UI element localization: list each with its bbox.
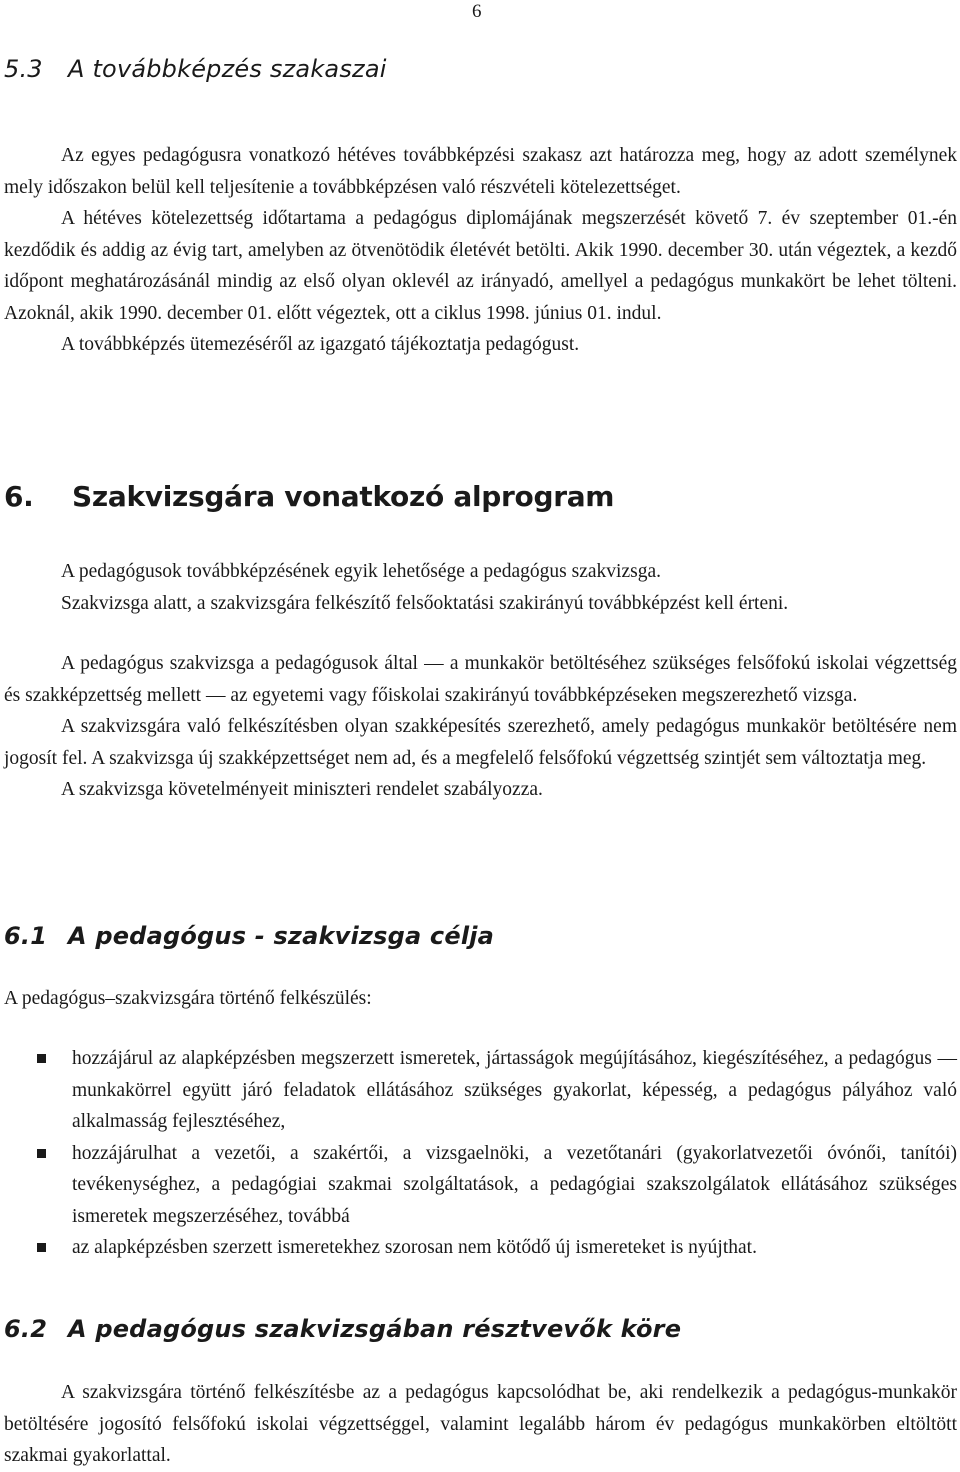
section-6-2-body [4, 1377, 957, 1472]
section-title: A továbbképzés szakaszai [68, 55, 387, 83]
page-number: 6 [472, 1, 482, 22]
section-5-3-body [4, 140, 957, 361]
paragraph: A pedagógus–szakvizsgára történő felkészülés: [4, 988, 372, 1009]
paragraph: A pedagógusok továbbképzésének egyik lehetősége a pedagógus szakvizsga. [61, 561, 661, 582]
section-6-body [4, 648, 957, 806]
chapter-number: 6. [4, 480, 34, 513]
paragraph: A szakvizsgára történő felkészítésbe az a pedagógus kapcsolódhat be, aki rendelkezik a pedagógus-munkakör betöltésére jogosító felsőfokú iskolai végzettséggel, valamint legalább három év pedagógus munkakörben eltöltött szakmai gyakorlattal. [4, 1382, 957, 1466]
paragraph: A szakvizsga követelményeit miniszteri rendelet szabályozza. [61, 779, 543, 800]
paragraph: Az egyes pedagógusra vonatkozó hétéves továbbképzési szakasz azt határozza meg, hogy az adott személynek mely időszakon belül kell teljesítenie a továbbképzésen való részvételi kötelezettséget. [4, 145, 957, 198]
paragraph: A szakvizsgára való felkészítésben olyan szakképesítés szerezhető, amely pedagógus munkakör betöltésére nem jogosít fel. A szakvizsga új szakképzettséget nem ad, és a megfelelő felsőfokú végzettség szintjét sem változtatja meg. [4, 716, 957, 769]
list-item [4, 1232, 957, 1264]
square-bullet-icon [37, 1243, 46, 1252]
list-item-text: az alapképzésben szerzett ismeretekhez szorosan nem kötődő új ismereteket is nyújthat. [72, 1237, 757, 1258]
section-number: 6.1 [4, 922, 48, 950]
section-heading-6-2 [4, 1315, 681, 1343]
list-item-text: hozzájárulhat a vezetői, a szakértői, a vizsgaelnöki, a vezetőtanári (gyakorlatvezetői óvónői, tanítói) tevékenységhez, a pedagógiai szakmai szolgáltatások, a pedagógiai szakszolgálatok ellátásához szükséges ismeretek megszerzéséhez, továbbá [72, 1142, 957, 1227]
section-heading-5-3 [4, 55, 387, 83]
list-item-text: hozzájárul az alapképzésben megszerzett ismeretek, jártasságok megújításához, kiegészítéséhez, a pedagógus — munkakörrel együtt járó feladatok ellátásához szükséges gyakorlat, képesség, a pedagógus pályához való alkalmasság fejlesztéséhez, [72, 1048, 957, 1132]
list-item [4, 1043, 957, 1138]
section-title: A pedagógus szakvizsgában résztvevők köre [68, 1315, 682, 1343]
section-title: A pedagógus - szakvizsga célja [68, 922, 495, 950]
paragraph: Szakvizsga alatt, a szakvizsgára felkészítő felsőoktatási szakirányú továbbképzést kell érteni. [61, 592, 789, 614]
chapter-title: Szakvizsgára vonatkozó alprogram [72, 480, 615, 513]
section-number: 6.2 [4, 1315, 48, 1343]
paragraph: A továbbképzés ütemezéséről az igazgató tájékoztatja pedagógust. [61, 334, 580, 355]
chapter-heading-6 [4, 480, 614, 513]
paragraph: A pedagógus szakvizsga a pedagógusok által — a munkakör betöltéséhez szükséges felsőfokú iskolai végzettség és szakképzettség mellett — az egyetemi vagy főiskolai szakirányú továbbképzéseken megszerezhető vizsga. [4, 653, 957, 706]
paragraph: A hétéves kötelezettség időtartama a pedagógus diplomájának megszerzését követő 7. év szeptember 01.-én kezdődik és addig az évig tart, amelyben az ötvenötödik életévét betölti. Akik 1990. december 30. után végeztek, a kezdő időpont meghatározásánál mindig az első olyan oklevél az irányadó, amellyel a pedagógus munkakört be lehet tölteni. Azoknál, akik 1990. december 01. előtt végeztek, ott a ciklus 1998. június 01. indul. [4, 208, 957, 324]
list-item [4, 1138, 957, 1233]
section-6-1-intro [4, 983, 957, 1015]
section-number: 5.3 [4, 55, 43, 83]
bullet-list [4, 1043, 957, 1264]
section-heading-6-1 [4, 922, 494, 950]
square-bullet-icon [37, 1054, 46, 1063]
square-bullet-icon [37, 1149, 46, 1158]
section-6-intro [4, 556, 957, 619]
